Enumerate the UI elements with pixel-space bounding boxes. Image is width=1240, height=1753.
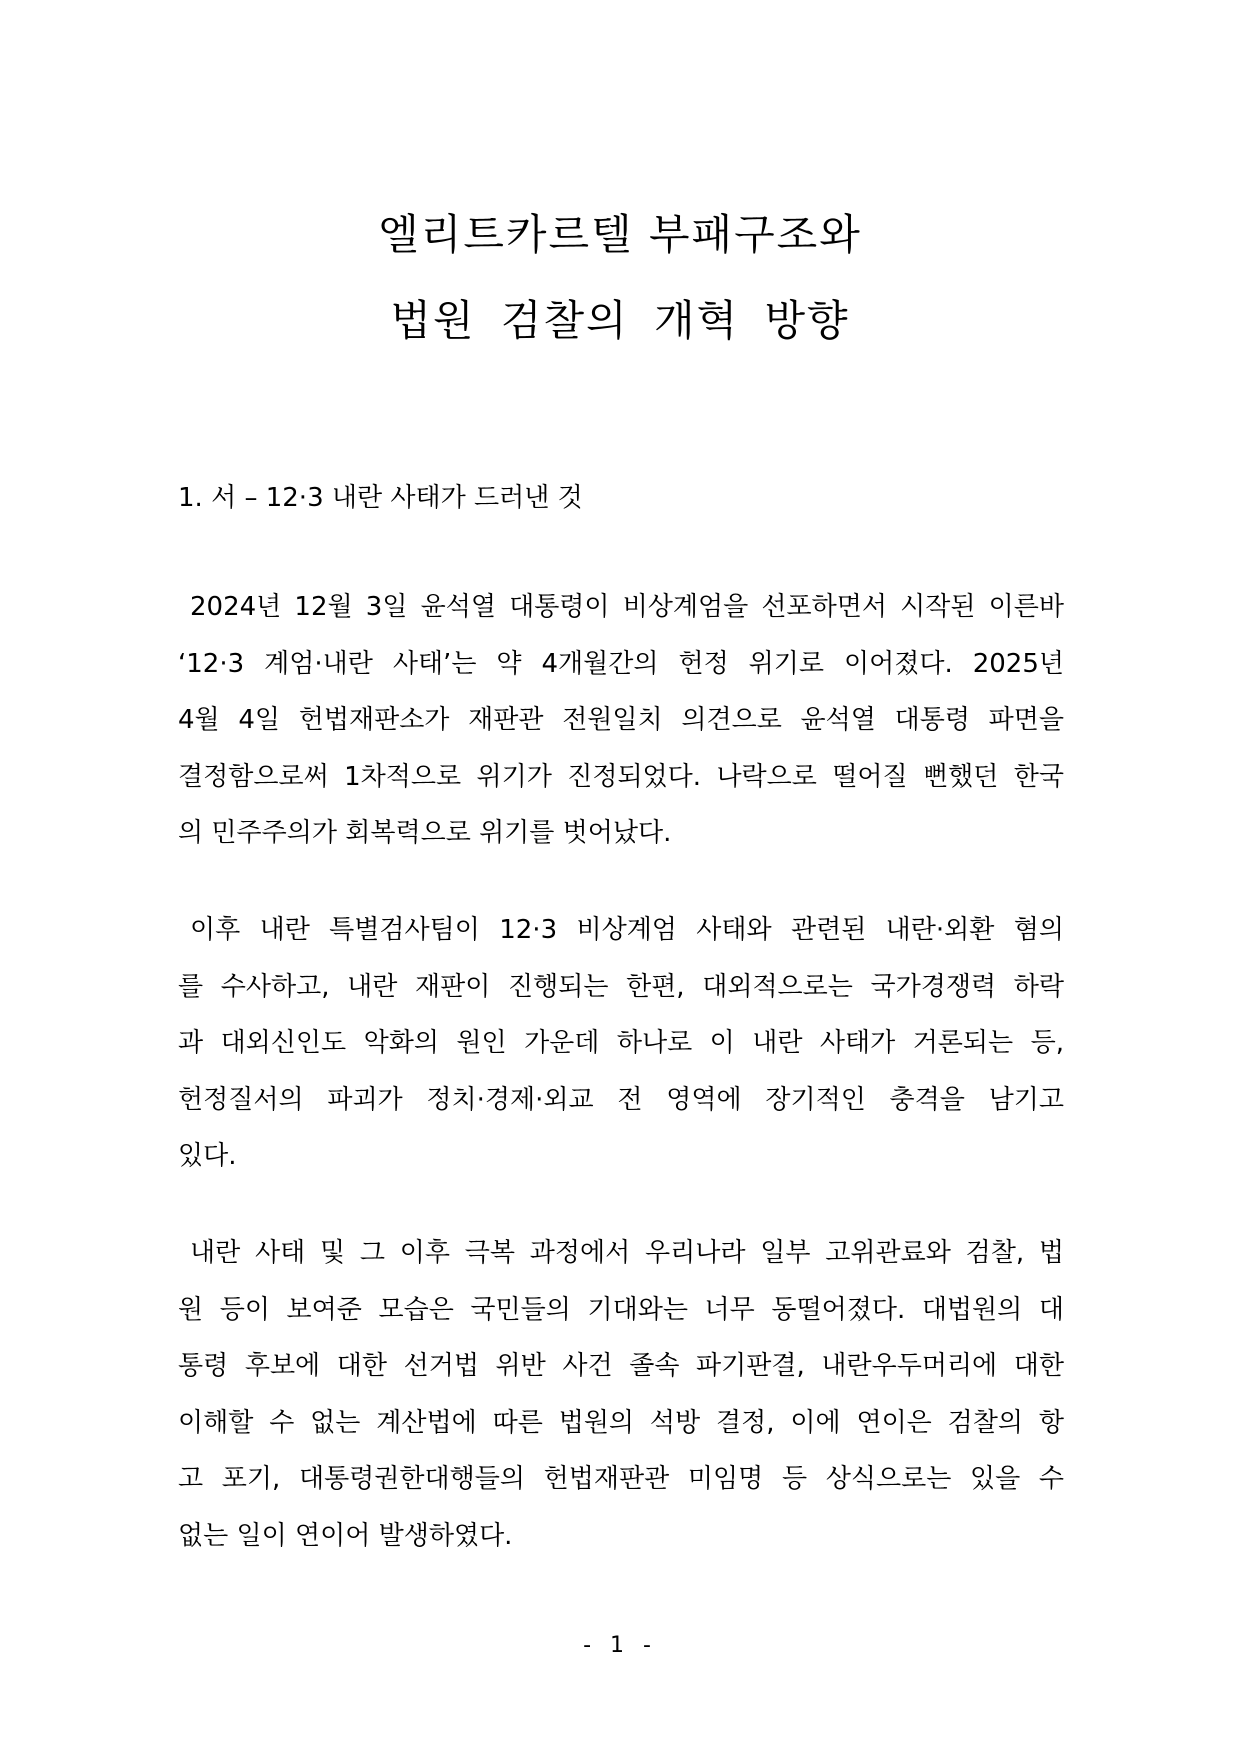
paragraph-1 bbox=[178, 579, 1064, 862]
paragraph-line: 원 등이 보여준 모습은 국민들의 기대와는 너무 동떨어졌다. 대법원의 대 bbox=[178, 1294, 1064, 1325]
paragraph-3 bbox=[178, 1225, 1064, 1564]
paragraph-line: 2024년 12월 3일 윤석열 대통령이 비상계엄을 선포하면서 시작된 이른바 bbox=[190, 592, 1064, 622]
page-number: - 1 - bbox=[583, 1633, 657, 1658]
paragraph-line: 이해할 수 없는 계산법에 따른 법원의 석방 결정, 이에 연이은 검찰의 항 bbox=[178, 1407, 1064, 1438]
paragraph-line: 없는 일이 연이어 발생하였다. bbox=[178, 1520, 513, 1551]
document-title-line-1: 엘리트카르텔 부패구조와 bbox=[378, 210, 862, 259]
paragraph-2 bbox=[178, 902, 1064, 1185]
document-title-line-2: 법원 검찰의 개혁 방향 bbox=[390, 296, 850, 345]
paragraph-line: 를 수사하고, 내란 재판이 진행되는 한편, 대외적으로는 국가경쟁력 하락 bbox=[178, 971, 1064, 1002]
paragraph-line: 결정함으로써 1차적으로 위기가 진정되었다. 나락으로 떨어질 뻔했던 한국 bbox=[178, 761, 1064, 792]
paragraph-line: 고 포기, 대통령권한대행들의 헌법재판관 미임명 등 상식으로는 있을 수 bbox=[178, 1464, 1064, 1494]
paragraph-line: 통령 후보에 대한 선거법 위반 사건 졸속 파기판결, 내란우두머리에 대한 bbox=[178, 1351, 1064, 1381]
section-heading: 1. 서 – 12·3 내란 사태가 드러낸 것 bbox=[178, 483, 583, 513]
paragraph-line: 4월 4일 헌법재판소가 재판관 전원일치 의견으로 윤석열 대통령 파면을 bbox=[178, 705, 1064, 735]
paragraph-line: 이후 내란 특별검사팀이 12·3 비상계엄 사태와 관련된 내란·외환 혐의 bbox=[190, 915, 1064, 945]
paragraph-line: 과 대외신인도 악화의 원인 가운데 하나로 이 내란 사태가 거론되는 등, bbox=[178, 1028, 1064, 1058]
paragraph-line: 헌정질서의 파괴가 정치·경제·외교 전 영역에 장기적인 충격을 남기고 bbox=[178, 1084, 1064, 1115]
paragraph-line: ‘12·3 계엄·내란 사태’는 약 4개월간의 헌정 위기로 이어졌다. 2025년 bbox=[178, 648, 1064, 679]
paragraph-line: 있다. bbox=[178, 1141, 237, 1171]
paragraph-line: 의 민주주의가 회복력으로 위기를 벗어났다. bbox=[178, 818, 672, 848]
paragraph-line: 내란 사태 및 그 이후 극복 과정에서 우리나라 일부 고위관료와 검찰, 법 bbox=[190, 1238, 1064, 1268]
